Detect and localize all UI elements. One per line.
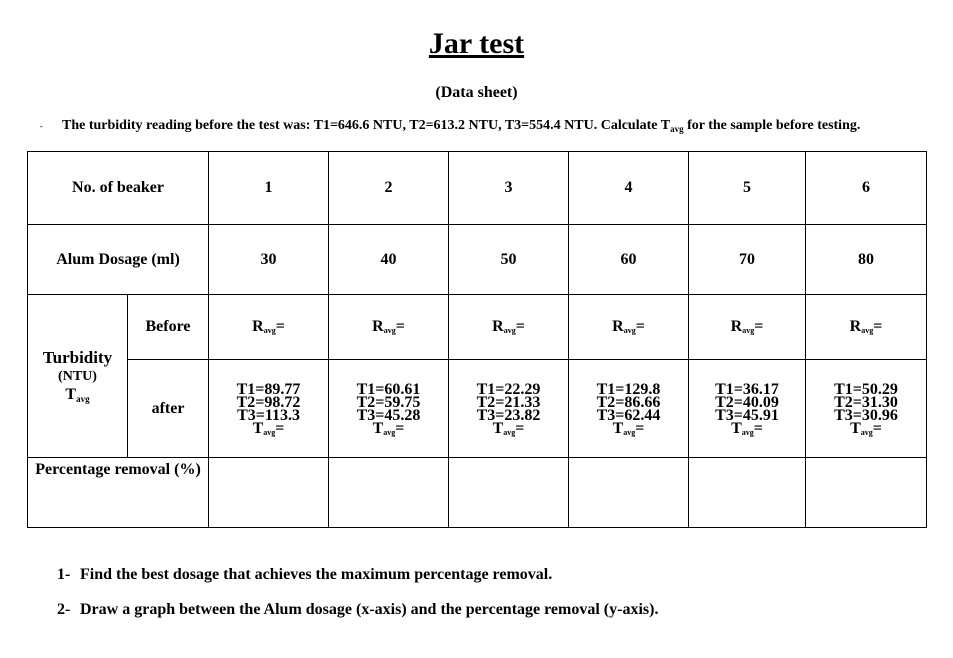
reading-t2: T2=21.33: [476, 393, 541, 411]
beaker-number: 1: [209, 152, 329, 225]
turbidity-label: Turbidity: [42, 348, 113, 367]
reading-t3: T3=30.96: [834, 406, 898, 424]
reading-t2: T2=86.66: [596, 393, 661, 411]
reading-t2: T2=31.30: [834, 393, 898, 411]
percentage-label: Percentage removal (%): [28, 458, 209, 528]
equals-sign: =: [275, 419, 285, 437]
r-avg-field: [449, 295, 569, 360]
intro-text: [62, 117, 860, 135]
turbidity-unit: (NTU): [58, 369, 97, 384]
r-avg-field: [329, 295, 449, 360]
avg-subscript: avg: [860, 427, 873, 437]
avg-subscript: avg: [383, 326, 396, 335]
question-text: Draw a graph between the Alum dosage (x-axis) and the percentage removal (y-axis).: [80, 601, 659, 618]
r-letter: R: [849, 318, 862, 335]
avg-subscript: avg: [861, 326, 874, 335]
percentage-value-cell[interactable]: [806, 458, 927, 528]
dosage-value: 50: [449, 225, 569, 295]
r-avg-field: [689, 295, 806, 360]
after-readings: [806, 360, 927, 458]
reading-t1: T1=36.17: [715, 380, 779, 398]
r-avg-field: [806, 295, 927, 360]
r-letter: R: [252, 318, 264, 335]
reading-t1: T1=129.8: [596, 380, 661, 398]
beaker-number: 3: [449, 152, 569, 225]
question-1: [57, 566, 552, 584]
reading-t3: T3=45.91: [715, 406, 779, 424]
dosage-value: 40: [329, 225, 449, 295]
after-readings: [209, 360, 329, 458]
bullet-marker: -: [40, 122, 43, 131]
beaker-number: 4: [569, 152, 689, 225]
equals-sign: =: [753, 419, 763, 437]
t-avg-field: [209, 419, 328, 437]
avg-subscript: avg: [76, 394, 90, 404]
dosage-value: 30: [209, 225, 329, 295]
reading-t3: T3=23.82: [476, 406, 541, 424]
reading-t2: T2=98.72: [236, 393, 301, 411]
turbidity-label-cell: [28, 295, 128, 458]
t-avg-field: [449, 419, 568, 437]
t-avg-field: [569, 419, 688, 437]
question-2: [57, 601, 658, 619]
r-letter: R: [372, 318, 384, 335]
r-letter: R: [492, 318, 504, 335]
avg-subscript: avg: [742, 326, 755, 335]
beaker-number: 6: [806, 152, 927, 225]
avg-subscript: avg: [741, 427, 754, 437]
reading-t1: T1=22.29: [476, 380, 541, 398]
t-letter: T: [492, 419, 504, 437]
after-readings: [329, 360, 449, 458]
percentage-value-cell[interactable]: [329, 458, 449, 528]
equals-sign: =: [515, 419, 525, 437]
t-avg-field: [329, 419, 448, 437]
avg-subscript: avg: [503, 427, 516, 437]
r-letter: R: [730, 318, 743, 335]
equals-sign: =: [275, 318, 285, 335]
intro-text-main: The turbidity reading before the test was: T1=646.6 NTU, T2=613.2 NTU, T3=554.4 NTU. Calculate T: [62, 118, 671, 133]
after-readings: [569, 360, 689, 458]
intro-text-subscript: avg: [670, 124, 684, 134]
after-label: after: [128, 360, 209, 458]
avg-subscript: avg: [383, 427, 396, 437]
avg-subscript: avg: [263, 427, 276, 437]
page-subtitle: (Data sheet): [435, 84, 518, 101]
beaker-number-row: [28, 152, 927, 225]
reading-t3: T3=62.44: [596, 406, 661, 424]
question-number: 1-: [57, 566, 71, 583]
equals-sign: =: [515, 318, 525, 335]
avg-subscript: avg: [503, 326, 516, 335]
t-avg-field: [689, 419, 805, 437]
equals-sign: =: [395, 419, 405, 437]
turbidity-t-avg: [28, 386, 127, 404]
reading-t3: T3=113.3: [237, 406, 300, 424]
after-readings: [449, 360, 569, 458]
reading-t1: T1=60.61: [356, 380, 421, 398]
percentage-value-cell[interactable]: [449, 458, 569, 528]
t-letter: T: [65, 386, 77, 403]
t-avg-field: [806, 419, 926, 437]
dosage-value: 60: [569, 225, 689, 295]
equals-sign: =: [635, 419, 645, 437]
t-letter: T: [372, 419, 384, 437]
dosage-value: 80: [806, 225, 927, 295]
before-label: Before: [128, 295, 209, 360]
intro-text-end: for the sample before testing.: [683, 118, 861, 133]
equals-sign: =: [635, 318, 645, 335]
beaker-number: 5: [689, 152, 806, 225]
avg-subscript: avg: [623, 427, 636, 437]
question-number: 2-: [57, 601, 71, 618]
reading-t1: T1=89.77: [236, 380, 301, 398]
percentage-value-cell[interactable]: [209, 458, 329, 528]
avg-subscript: avg: [623, 326, 636, 335]
reading-t3: T3=45.28: [356, 406, 421, 424]
beaker-label: No. of beaker: [28, 152, 209, 225]
avg-subscript: avg: [263, 326, 276, 335]
dosage-value: 70: [689, 225, 806, 295]
question-text: Find the best dosage that achieves the maximum percentage removal.: [80, 566, 553, 583]
reading-t2: T2=40.09: [715, 393, 779, 411]
turbidity-before-row: [28, 295, 927, 360]
beaker-number: 2: [329, 152, 449, 225]
equals-sign: =: [754, 318, 764, 335]
reading-t1: T1=50.29: [834, 380, 898, 398]
percentage-removal-row: [28, 458, 927, 528]
equals-sign: =: [872, 419, 882, 437]
percentage-value-cell[interactable]: [689, 458, 806, 528]
reading-t2: T2=59.75: [356, 393, 421, 411]
percentage-value-cell[interactable]: [569, 458, 689, 528]
jar-test-table: [27, 151, 927, 528]
t-letter: T: [612, 419, 624, 437]
dosage-label: Alum Dosage (ml): [28, 225, 209, 295]
equals-sign: =: [395, 318, 405, 335]
t-letter: T: [731, 419, 742, 437]
alum-dosage-row: [28, 225, 927, 295]
page-title: Jar test: [428, 27, 525, 60]
r-letter: R: [612, 318, 624, 335]
r-avg-field: [209, 295, 329, 360]
equals-sign: =: [873, 318, 883, 335]
r-avg-field: [569, 295, 689, 360]
t-letter: T: [252, 419, 264, 437]
t-letter: T: [850, 419, 861, 437]
after-readings: [689, 360, 806, 458]
turbidity-after-row: [28, 360, 927, 458]
